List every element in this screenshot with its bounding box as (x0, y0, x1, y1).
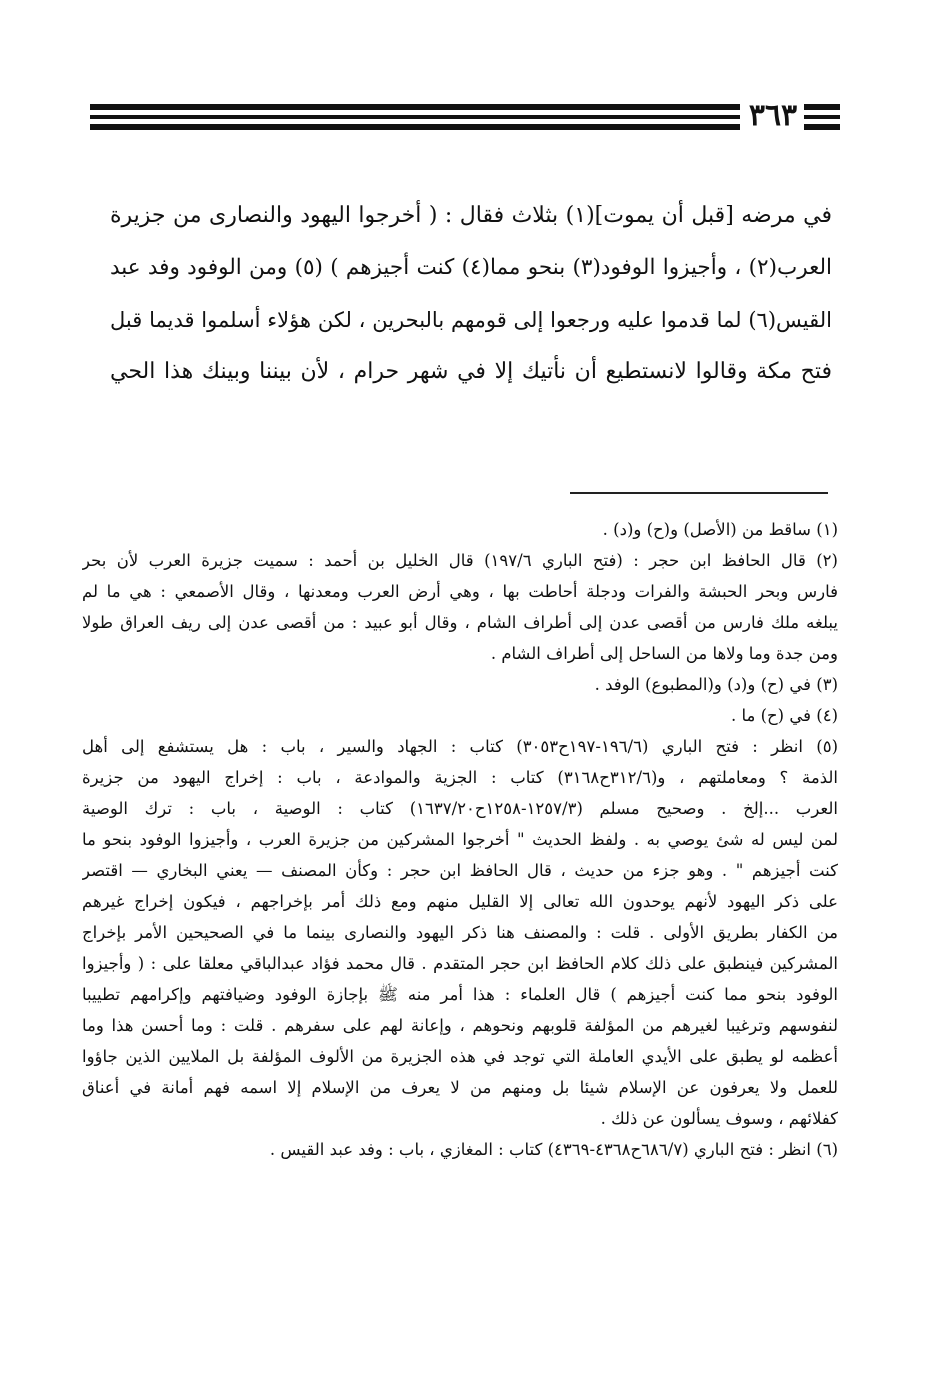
footnote-separator (570, 492, 828, 494)
main-text-line: القيس(٦) لما قدموا عليه ورجعوا إلى قومهم بالبحرين ، لكن هؤلاء أسلموا قديما قبل (110, 308, 832, 332)
header-rule-bar (804, 104, 840, 110)
footnote-line: العرب ...إلخ . وصحيح مسلم (١٢٥٧/٣-١٢٥٨ح١٦٣٧/٢٠) كتاب : الوصية ، باب : ترك الوصية (82, 799, 838, 818)
footnote-line: (٢) قال الحافظ ابن حجر : (فتح الباري ١٩٧/٦) قال الخليل بن أحمد : سميت جزيرة العرب لأن بحر (82, 551, 838, 570)
header-rule-left (90, 104, 740, 130)
main-text-block (110, 190, 832, 398)
footnote-line: للعمل ولا يعرفون عن الإسلام شيئا بل ومنهم من لا يعرف من الإسلام إلا اسمه فهم أمانة في أعناق (82, 1078, 838, 1097)
footnote-line: لنفوسهم وترغيبا لغيرهم من المؤلفة قلوبهم ونحوهم ، وإعانة لهم على سفرهم . قلت : وما أحسن هذا وما (82, 1016, 838, 1035)
header-rule-right (804, 104, 840, 130)
header-rule-bar (90, 104, 740, 110)
main-text-line: العرب(٢) ، وأجيزوا الوفود(٣) بنحو مما(٤) كنت أجيزهم ) (٥) ومن الوفود وفد عبد (110, 255, 832, 280)
footnote-line: المشركين فينطبق على ذلك كلام الحافظ ابن حجر المتقدم . قال محمد فؤاد عبدالباقي معلقا على : ( وأجيزوا (82, 954, 838, 973)
footnote-line: (١) ساقط من (الأصل) و(ح) و(د) . (602, 520, 838, 539)
main-text-line: فتح مكة وقالوا لانستطيع أن نأتيك إلا في شهر حرام ، لأن بيننا وبينك هذا الحي (110, 359, 832, 384)
footnote-line: الذمة ؟ ومعاملتهم ، و(٣١٢/٦ح٣١٦٨) كتاب : الجزية والموادعة ، باب : إخراج اليهود من جزيرة (82, 768, 838, 787)
header-rule-bar (90, 115, 740, 119)
footnote-line: يبلغه ملك فارس من أقصى عدن إلى أطراف الشام ، وقال أبو عبيد : من أقصى عدن إلى ريف العراق طولا (82, 613, 838, 632)
header-rule-bar (804, 124, 840, 130)
footnote-line: أعظمه لو يطبق على الأيدي العاملة التي توجد في هذه الجزيرة من الألوف المؤلفة بل الملايين الذين جاؤوا (82, 1047, 838, 1066)
footnote-line: كنت أجيزهم " . وهو جزء من حديث ، قال الحافظ ابن حجر : وكأن المصنف — يعني البخاري — اقتصر (82, 861, 838, 880)
footnote-line: على ذكر اليهود لأنهم يوحدون الله تعالى إلا القليل منهم ومع ذلك أمر بإخراجهم ، فيكون إخراج غيرهم (82, 892, 838, 911)
footnote-line: (٦) انظر : فتح الباري (٦٨٦/٧ح٤٣٦٨-٤٣٦٩) كتاب : المغازي ، باب : وفد عبد القيس . (269, 1140, 838, 1159)
footnote-line: لمن ليس له شئ يوصي به . ولفظ الحديث " أخرجوا المشركين من جزيرة العرب ، وأجيزوا الوفود بنحو ما (82, 830, 838, 849)
header-rule-bar (90, 124, 740, 130)
footnote-line: الوفود بنحو مما كنت أجيزهم ) قال العلماء : هذا أمر منه ﷺ بإجازة الوفود وضيافتهم وإكرامهم تطييبا (82, 985, 838, 1004)
footnote-line: كفلائهم ، وسوف يسألون عن ذلك . (600, 1109, 838, 1128)
footnote-line: من الكفار بطريق الأولى . قلت : والمصنف هنا ذكر اليهود والنصارى بينما ما في الصحيحين الأمر بإخراج (82, 923, 838, 942)
main-text-line: في مرضه [قبل أن يموت](١) بثلاث فقال : ( أخرجوا اليهود والنصارى من جزيرة (110, 203, 832, 228)
footnote-line: ومن جدة وما ولاها من الساحل إلى أطراف الشام . (490, 644, 838, 663)
footnote-line: فارس وبحر الحبشة والفرات ودجلة أحاطت بها ، وهي أرض العرب ومعدنها ، وقال الأصمعي : هي ما لم (82, 582, 838, 601)
page-number: ٣٦٣ (748, 98, 798, 133)
footnote-line: (٥) انظر : فتح الباري (١٩٦/٦-١٩٧ح٣٠٥٣) كتاب : الجهاد والسير ، باب : هل يستشفع إلى أهل (82, 737, 838, 756)
footnote-line: (٤) في (ح) ما . (730, 706, 838, 725)
footnotes-block (82, 514, 838, 1165)
header-rule-bar (804, 115, 840, 119)
footnote-line: (٣) في (ح) و(د) و(المطبوع) الوفد . (594, 675, 838, 694)
